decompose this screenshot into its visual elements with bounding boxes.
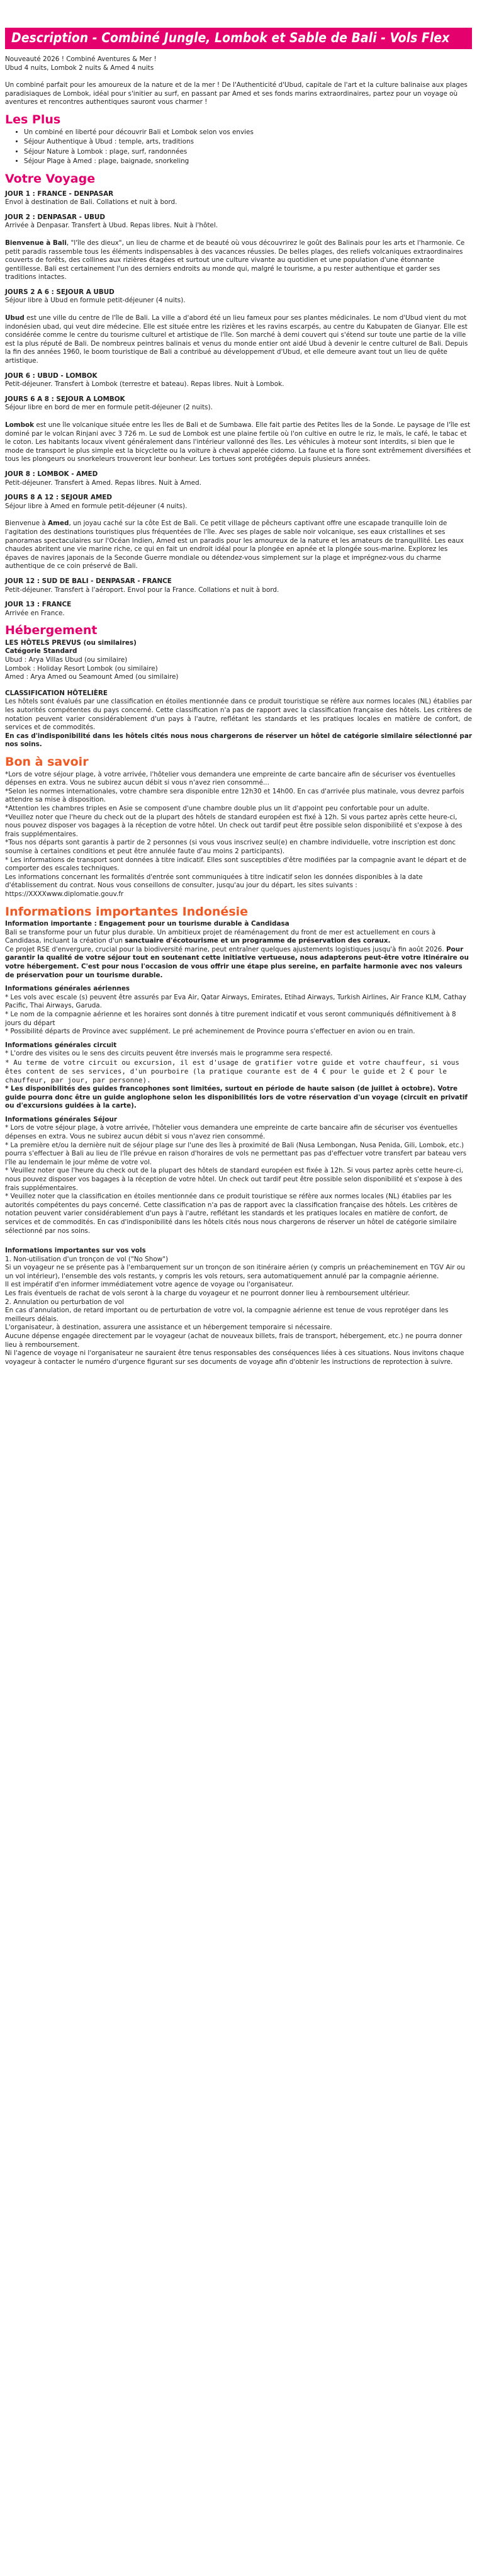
page-title: [5, 28, 472, 49]
vols-p6: L'organisateur, à destination, assurera une assistance et un hébergement temporaire si nécessaire.: [5, 1324, 332, 1332]
ubud-text: est une ville du centre de l'île de Bali. La ville a d'abord été un lieu fameux pour ses plantes médicinales. Le nom d'Ubud vient du mot indonésien ubad, qui veut dire médecine. Elle est située entre les rizières et les ravins escarpés, au centre du Kabupaten de Gianyar. Elle est considérée comme le centre du tourisme culturel et artistique de l'île. Son marché à demi couvert qui s'étend sur toute une partie de la ville est la plus réputé de Bali. De nombreux peintres balinais et venus du monde entier ont aidé Ubud à devenir le centre culturel de Bali. Depuis la fin des années 1960, le boom touristique de Bali a contribué au développement d'Ubud, et elle demeure avant tout un lieu de quête artistique.: [5, 314, 468, 365]
hotel-category: Catégorie Standard: [5, 647, 77, 655]
day2-6-text: Séjour libre à Ubud en formule petit-déjeuner (4 nuits).: [5, 297, 186, 305]
intro-line2: Ubud 4 nuits, Lombok 2 nuits & Amed 4 nuits: [5, 64, 154, 72]
intro-line1: Nouveauté 2026 ! Combiné Aventures & Mer !: [5, 55, 157, 63]
sejour-p1: * La première et/ou la dernière nuit de séjour plage sur l'une des îles à proximité de Bali (Nusa Lembongan, Nusa Penida, Gili, Lombok, etc.) pourra s'effectuer à Bali au lieu de l'île prévue en raison d'horaires de vols ne permettant pas pas d'effectuer votre transfert par bateau vers l'île au lendemain le jour même de votre vol.: [5, 1141, 467, 1166]
list-item: • Séjour Authentique à Ubud : temple, arts, traditions: [24, 138, 472, 147]
circuit-p1: * L'ordre des visites ou le sens des circuits peuvent être inversés mais le programme sera respecté.: [5, 1050, 333, 1058]
savoir-p6: Les informations concernant les formalités d'entrée sont communiquées à titre indicatif selon les données disponibles à la date d'établissement du contrat. Nous vous conseillons de consulter, jusqu'au jour du départ, les sites suivants : https://XXXXwww.diplomatie.gouv.fr: [5, 873, 423, 898]
classification-bold: En cas d'indisponibilité dans les hôtels cités nous nous chargerons de réserver un hôtel de catégorie similaire sélectionné par nos soins.: [5, 732, 472, 749]
list-item: • Un combiné en liberté pour découvrir Bali et Lombok selon vos envies: [24, 128, 472, 137]
hotels-title: LES HÔTELS PREVUS (ou similaires): [5, 638, 137, 647]
vols-p4: 2. Annulation ou perturbation de vol: [5, 1298, 124, 1306]
air-p0: * Les vols avec escale (s) peuvent être assurés par Eva Air, Qatar Airways, Emirates, Etihad Airways, Turkish Airlines, Air France KLM, Cathay Pacific, Thai Airways, Garuda.: [5, 993, 467, 1010]
day2-6-title: JOURS 2 A 6 : SEJOUR A UBUD: [5, 288, 115, 296]
bali-paragraph: [5, 239, 472, 282]
hotel-ubud: Ubud : Arya Villas Ubud (ou similaire): [5, 656, 128, 664]
day2-title: JOUR 2 : DENPASAR - UBUD: [5, 213, 105, 221]
engagement-bold2: Pour garantir la qualité de votre séjour tout en soutenant cette initiative vertueuse, nous adapterons peut-être votre itinéraire ou votre hébergement. C'est pour nous l'occasion de vous offrir une étape plus sereine, en parfaite harmonie avec nos valeurs de préservation pour un tourisme durable.: [5, 945, 469, 979]
lombok-paragraph: [5, 421, 472, 464]
vols-p3: Les frais éventuels de rachat de vols seront à la charge du voyageur et ne pourront donner lieu à remboursement ultérieur.: [5, 1290, 410, 1298]
circuit-p2: * Au terme de votre circuit ou excursion, il est d'usage de gratifier votre guide et votre chauffeur, si vous êtes content de ses services, d'un pourboire (la pratique courante est de 4 € pour le guide et 2 € pour le chauffeur, par jour, par personne).: [5, 1058, 459, 1084]
sejour-title: Informations générales Séjour: [5, 1115, 117, 1123]
engagement-p2: [5, 946, 472, 980]
vols-p5: En cas d'annulation, de retard important ou de perturbation de votre vol, la compagnie aérienne est tenue de vous reprotéger dans les meilleurs délais.: [5, 1307, 449, 1323]
hotel-lombok: Lombok : Holiday Resort Lombok (ou similaire): [5, 664, 158, 672]
circuit-bold2: Votre guide pourra donc être un guide anglophone selon les disponibilités lors de votre réservation d'un voyage (circuit en privatif ou d'excursions guidées à la carte).: [5, 1085, 468, 1110]
title-text: Description - Combiné Jungle, Lombok et Sable de Bali - Vols Flex: [11, 30, 450, 46]
plus-list: [5, 128, 472, 166]
list-item: • Séjour Nature à Lombok : plage, surf, randonnées: [24, 148, 472, 157]
intro-paragraph: Un combiné parfait pour les amoureux de la nature et de la mer ! De l'Authenticité d'Ubud, capitale de l'art et la culture balinaise aux plages paradisiaques de Lombok, idéal pour s'initier au surf, en passant par Amed et ses fonds marins extraordinaires, partez pour un voyage où aventures et rencontres authentiques sauront vous charmer !: [5, 81, 468, 106]
vols-p2: Il est impératif d'en informer immédiatement votre agence de voyage ou l'organisateur.: [5, 1281, 294, 1289]
engagement-text1: Bali se transforme pour un futur plus durable. Un ambitieux projet de réaménagement du front de mer est actuellement en cours à Candidasa, incluant la création d'un: [5, 928, 436, 945]
sejour-p0: * Lors de votre séjour plage, à votre arrivée, l'hôtelier vous demandera une empreinte de carte bancaire afin de sécuriser vos éventuelles dépenses en extra. Vous ne subirez aucun débit si vous n'avez rien consommé.: [5, 1124, 457, 1140]
infos-heading: Informations importantes Indonésie: [5, 904, 249, 919]
day8-title: JOUR 8 : LOMBOK - AMED: [5, 470, 98, 478]
day6-8-text: Séjour libre en bord de mer en formule petit-déjeuner (2 nuits).: [5, 404, 213, 412]
circuit-bold1: * Les disponibilités des guides francophones sont limitées, surtout en période de haute saison (de juillet à octobre).: [5, 1085, 435, 1092]
vols-p1: Si un voyageur ne se présente pas à l'embarquement sur un tronçon de son itinéraire aérien (y compris un préacheminement en TGV Air ou un vol intérieur), l'ensemble des vols restants, y compris les vols retours, sera automatiquement annulé par la compagnie aérienne.: [5, 1264, 465, 1280]
vols-p0: 1. Non-utilisation d'un tronçon de vol ("No Show"): [5, 1255, 169, 1263]
classification-title: CLASSIFICATION HÔTELIÈRE: [5, 689, 108, 697]
vols-title: Informations importantes sur vos vols: [5, 1247, 146, 1255]
day2-text: Arrivée à Denpasar. Transfert à Ubud. Repas libres. Nuit à l'hôtel.: [5, 222, 218, 230]
air-p2: * Possibilité départs de Province avec supplément. Le pré acheminement de Province pourra s'effectuer en avion ou en train.: [5, 1028, 415, 1036]
sejour-p3: * Veuillez noter que la classification en étoiles mentionnée dans ce produit touristique se réfère aux normes locales (NL) établies par les autorités compétentes du pays concerné. Cette classification n'a pas de rapport avec la classification française des hôtels. Les critères de notation peuvent varier considérablement d'un pays à l'autre, reflétant les standards et les pratiques locales en matière de confort, de services et de commodités. En cas d'indisponibilité dans les hôtels cités nous nous chargerons de réserver un hôtel de catégorie similaire sélectionné par nos soins.: [5, 1193, 457, 1235]
air-title: Informations générales aériennes: [5, 985, 130, 993]
air-p1: * Le nom de la compagnie aérienne et les horaires sont donnés à titre purement indicatif et vous seront communiqués définitivement à 8 jours du départ: [5, 1011, 456, 1027]
engagement-p1: [5, 929, 472, 946]
savoir-heading: Bon à savoir: [5, 755, 89, 769]
amed-pre: Bienvenue à: [5, 519, 48, 528]
savoir-p4: *Tous nos départs sont garantis à partir de 2 personnes (si vous vous inscrivez seul(e) en chambre individuelle, votre inscription est donc soumise à certaines conditions et peut être annulée faute d'au moins 2 participants).: [5, 839, 456, 855]
day8-12-text: Séjour libre à Amed en formule petit-déjeuner (4 nuits).: [5, 502, 188, 510]
vols-p8: Ni l'agence de voyage ni l'organisateur ne sauraient être tenus responsables des conséquences liées à ces situations. Nous invitons chaque voyageur à contacter le numéro d'urgence figurant sur ses documents de voyage afin d'obtenir les instructions de reprotection à suivre.: [5, 1349, 464, 1366]
hebergement-heading: Hébergement: [5, 623, 98, 638]
bali-text: , "l'île des dieux", un lieu de charme et de beauté où vous découvrirez le goût des Balinais pour les arts et l'harmonie. Ce petit paradis rassemble tous les éléments indispensables à des vacances réussies. De belles plages, des reliefs volcaniques extraordinaires couverts de forêts, des collines aux rizières étagées et surtout une culture vivante au quotidien et une population d'une étonnante gentillesse. Bali est certainement l'un des derniers endroits au monde qui, malgré le tourisme, a pu rester authentique et garder ses traditions intactes.: [5, 239, 465, 281]
vols-p7: Aucune dépense engagée directement par le voyageur (achat de nouveaux billets, frais de transport, hébergement, etc.) ne pourra donner lieu à remboursement.: [5, 1332, 463, 1349]
list-item: • Séjour Plage à Amed : plage, baignade, snorkeling: [24, 157, 472, 166]
amed-text: , un joyau caché sur la côte Est de Bali. Ce petit village de pêcheurs captivant offre une escapade tranquille loin de l'agitation des destinations touristiques plus fréquentées de l'île. Avec ses plages de sable noir volcanique, ses eaux cristallines et ses panoramas spectaculaires sur l'Océan Indien, Amed est un paradis pour les amoureux de la nature et les amateurs de tranquillité. Les eaux chaudes abritent une vie marine riche, ce qui en fait un endroit idéal pour la plongée en apnée et la plongée sous-marine. Explorez les épaves de navires japonais de la Seconde Guerre mondiale ou détendez-vous simplement sur la plage et imprégnez-vous du charme authentique de ce coin préservé de Bali.: [5, 519, 464, 570]
hotel-amed: Amed : Arya Amed ou Seamount Amed (ou similaire): [5, 673, 179, 681]
lombok-bold: Lombok: [5, 421, 35, 429]
day12-title: JOUR 12 : SUD DE BALI - DENPASAR - FRANCE: [5, 577, 172, 585]
day13-text: Arrivée en France.: [5, 609, 65, 617]
day6-8-title: JOURS 6 A 8 : SEJOUR A LOMBOK: [5, 395, 125, 403]
circuit-p3: [5, 1085, 472, 1111]
day6-text: Petit-déjeuner. Transfert à Lombok (terrestre et bateau). Repas libres. Nuit à Lombok.: [5, 380, 284, 389]
day8-text: Petit-déjeuner. Transfert à Amed. Repas libres. Nuit à Amed.: [5, 479, 201, 487]
savoir-p0: *Lors de votre séjour plage, à votre arrivée, l'hôtelier vous demandera une empreinte de carte bancaire afin de sécuriser vos éventuelles dépenses en extra. Vous ne subirez aucun débit si vous n'avez rien consommé...: [5, 770, 456, 787]
day12-text: Petit-déjeuner. Transfert à l'aéroport. Envol pour la France. Collations et nuit à bord.: [5, 586, 279, 594]
lombok-text: est une île volcanique située entre les îles de Bali et de Sumbawa. Elle fait partie des Petites îles de la Sonde. Le paysage de l'île est dominé par le volcan Rinjani avec 3 726 m. Le sud de Lombok est une plaine fertile où l'on cultive en outre le riz, le maïs, le café, le tabac et le coton. Les habitants locaux vivent généralement dans l'intérieur vallonné des îles. Les véhicules à moteur sont interdits, si bien que le mode de transport le plus simple est la bicyclette ou la voiture à cheval appelée cidomo. La faune et la flore sont extrêmement diversifiées et tous les plongeurs ou snorkeleurs trouveront leur bonheur. Les tortues sont protégées depuis plusieurs années.: [5, 421, 471, 463]
savoir-p2: *Attention les chambres triples en Asie se composent d'une chambre double plus un lit d'appoint peu confortable pour un adulte.: [5, 804, 430, 812]
engagement-title: Information importante : Engagement pour un tourisme durable à Candidasa: [5, 920, 289, 928]
day6-title: JOUR 6 : UBUD - LOMBOK: [5, 372, 98, 380]
circuit-title: Informations générales circuit: [5, 1041, 117, 1049]
day8-12-title: JOURS 8 A 12 : SEJOUR AMED: [5, 494, 113, 502]
day1-title: JOUR 1 : FRANCE - DENPASAR: [5, 190, 114, 198]
day1-text: Envol à destination de Bali. Collations et nuit à bord.: [5, 198, 177, 207]
engagement-text2: Ce projet RSE d'envergure, crucial pour la biodiversité marine, peut entraîner quelques ajustements logistiques jusqu'à fin août 2026.: [5, 945, 447, 953]
ubud-bold: Ubud: [5, 314, 25, 322]
bali-bold: Bienvenue à Bali: [5, 239, 67, 247]
amed-paragraph: [5, 519, 472, 571]
plus-heading: Les Plus: [5, 112, 61, 127]
savoir-p1: *Selon les normes internationales, votre chambre sera disponible entre 12h30 et 14h00. En cas d'arrivée plus matinale, vous devrez parfois attendre sa mise à disposition.: [5, 787, 464, 804]
ubud-paragraph: [5, 314, 472, 366]
day13-title: JOUR 13 : FRANCE: [5, 601, 72, 609]
savoir-p5: * Les informations de transport sont données à titre indicatif. Elles sont susceptibles d'être modifiées par la compagnie avant le départ et de comporter des escales techniques.: [5, 856, 467, 873]
engagement-bold1: sanctuaire d'écotourisme et un programme de préservation des coraux.: [125, 937, 391, 945]
classification-text: Les hôtels sont évalués par une classification en étoiles mentionnée dans ce produit touristique se réfère aux normes locales (NL) établies par les autorités compétentes du pays concerné. Cette classification n'a pas de rapport avec la classification française des hôtels. Les critères de notation peuvent varier considérablement d'un pays à l'autre, reflétant les standards et les pratiques locales en matière de confort, de services et de commodités.: [5, 698, 472, 732]
voyage-heading: Votre Voyage: [5, 171, 96, 186]
sejour-p2: * Veuillez noter que l'heure du check out de la plupart des hôtels de standard européen est fixée à 12h. Si vous partez après cette heure-ci, nous pouvez disposer vos bagages à la réception de votre hôtel. Un check out tardif peut être possible selon disponibilité et s'expose à des frais supplémentaires.: [5, 1167, 464, 1192]
amed-bold: Amed: [48, 519, 69, 528]
savoir-p3: *Veuillez noter que l'heure du check out de la plupart des hôtels de standard européen est fixé à 12h. Si vous partez après cette heure-ci, nous pouvez disposer vos bagages à la réception de votre hôtel. Un check out tardif peut être possible selon disponibilité et s'expose à des frais supplémentaires.: [5, 813, 463, 838]
